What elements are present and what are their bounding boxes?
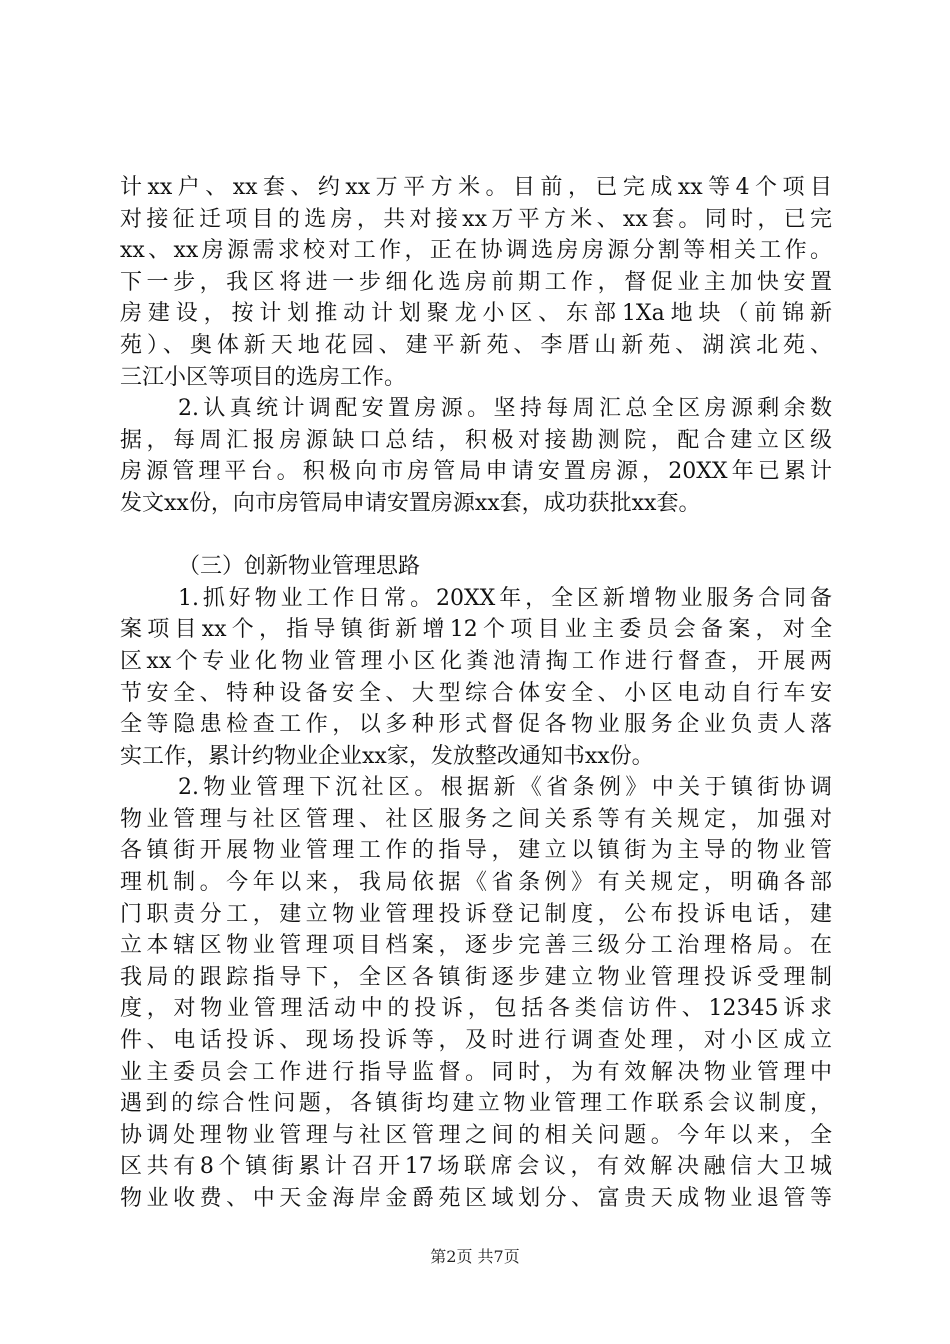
text-line: 苑）、奥体新天地花园、建平新苑、李厝山新苑、湖滨北苑、 (120, 332, 832, 358)
text-line: 协调处理物业管理与社区管理之间的相关问题。今年以来，全 (120, 1122, 832, 1148)
text-line: 房建设，按计划推动计划聚龙小区、东部1Xa地块（前锦新 (120, 301, 832, 327)
text-line: 2.物业管理下沉社区。根据新《省条例》中关于镇街协调 (178, 775, 832, 801)
paragraph-resettlement-selection (120, 172, 832, 393)
text-line: 件、电话投诉、现场投诉等，及时进行调查处理，对小区成立 (120, 1028, 832, 1054)
text-line: 度，对物业管理活动中的投诉，包括各类信访件、12345诉求 (120, 996, 832, 1022)
text-line: 对接征迁项目的选房，共对接xx万平方米、xx套。同时，已完 (120, 206, 832, 232)
text-line: 区xx个专业化物业管理小区化粪池清掏工作进行督查，开展两 (120, 648, 832, 674)
text-line: 2.认真统计调配安置房源。坚持每周汇总全区房源剩余数 (178, 396, 832, 422)
text-line: 理机制。今年以来，我局依据《省条例》有关规定，明确各部 (120, 870, 832, 896)
text-line: 发文xx份，向市房管局申请安置房源xx套，成功获批xx套。 (120, 490, 701, 516)
text-line: 业主委员会工作进行指导监督。同时，为有效解决物业管理中 (120, 1059, 832, 1085)
text-line: 区共有8个镇街累计召开17场联席会议，有效解决融信大卫城 (120, 1154, 832, 1180)
text-line: 据，每周汇报房源缺口总结，积极对接勘测院，配合建立区级 (120, 427, 832, 453)
text-line: 全等隐患检查工作，以多种形式督促各物业服务企业负责人落 (120, 712, 832, 738)
text-line: 房源管理平台。积极向市房管局申请安置房源，20XX年已累计 (120, 459, 832, 485)
text-line: 物业收费、中天金海岸金爵苑区域划分、富贵天成物业退管等 (120, 1186, 832, 1211)
text-line: 节安全、特种设备安全、大型综合体安全、小区电动自行车安 (120, 680, 832, 706)
text-line: 下一步，我区将进一步细化选房前期工作，督促业主加快安置 (120, 269, 832, 295)
text-line: 立本辖区物业管理项目档案，逐步完善三级分工治理格局。在 (120, 933, 832, 959)
text-line: 各镇街开展物业管理工作的指导，建立以镇街为主导的物业管 (120, 838, 832, 864)
paragraph-housing-allocation (120, 393, 832, 519)
paragraph-property-daily-work (120, 583, 832, 773)
text-line: 计xx户、xx套、约xx万平方米。目前，已完成xx等4个项目 (120, 175, 832, 200)
text-line: 三江小区等项目的选房工作。 (120, 364, 407, 390)
text-line: 案项目xx个，指导镇街新增12个项目业主委员会备案，对全 (120, 617, 832, 643)
text-line: xx、xx房源需求校对工作，正在协调选房房源分割等相关工作。 (120, 238, 832, 264)
document-body (120, 172, 832, 1215)
text-line: 遇到的综合性问题，各镇街均建立物业管理工作联系会议制度， (120, 1091, 832, 1117)
text-line: 实工作，累计约物业企业xx家，发放整改通知书xx份。 (120, 743, 654, 769)
text-line: 门职责分工，建立物业管理投诉登记制度，公布投诉电话，建 (120, 901, 832, 927)
paragraph-spacer (120, 520, 832, 552)
section-heading: （三）创新物业管理思路 (178, 554, 421, 580)
text-line: 物业管理与社区管理、社区服务之间关系等有关规定，加强对 (120, 806, 832, 832)
page-number-footer: 第2页 共7页 (430, 1247, 520, 1266)
paragraph-community-management (120, 772, 832, 1214)
text-line: 1.抓好物业工作日常。20XX年，全区新增物业服务合同备 (178, 585, 832, 611)
text-line: 我局的跟踪指导下，全区各镇街逐步建立物业管理投诉受理制 (120, 964, 832, 990)
